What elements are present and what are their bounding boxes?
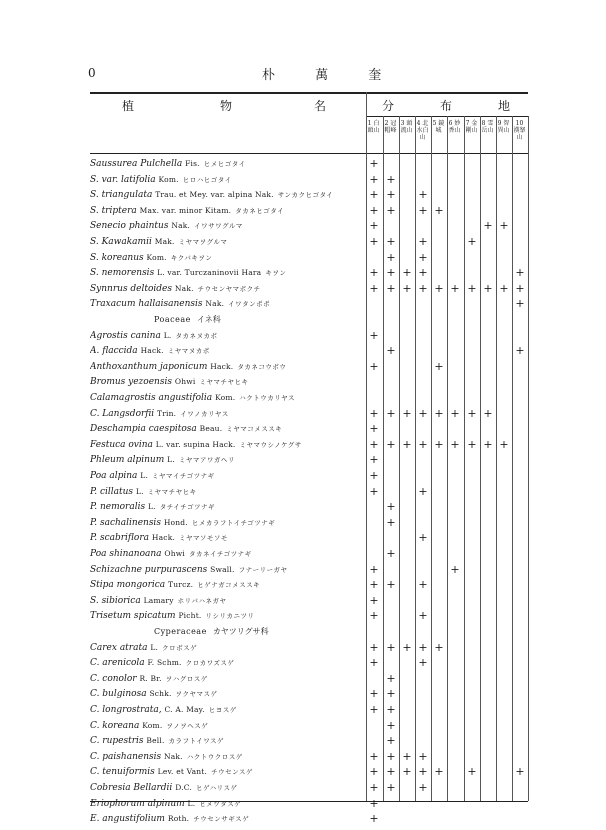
distribution-header-3: 地 (498, 99, 511, 113)
presence-mark: + (386, 749, 396, 763)
species-name (90, 281, 366, 297)
presence-mark: + (418, 235, 428, 248)
species-author: Trin. (157, 408, 177, 418)
plant-name-header-3: 名 (314, 99, 327, 113)
presence-mark: + (418, 656, 428, 670)
species-name (90, 234, 366, 250)
species-author: L. (135, 486, 144, 496)
species-binomial: Traxacum hallaisanensis (90, 299, 203, 310)
species-japanese-name: ホリバハネガヤ (177, 596, 227, 605)
presence-mark: + (515, 266, 525, 280)
species-japanese-name: ヒゲナガコメススキ (197, 581, 261, 590)
presence-mark: + (418, 266, 428, 280)
presence-mark: + (369, 281, 379, 295)
presence-mark: + (450, 437, 460, 451)
species-author: Kom. (215, 393, 236, 402)
species-japanese-name: フナーリーガヤ (238, 565, 288, 574)
distribution-header-1: 分 (382, 99, 395, 113)
species-japanese-name: タカネヌカボ (175, 331, 218, 340)
presence-mark: + (418, 188, 428, 202)
presence-mark: + (386, 734, 396, 748)
presence-mark: + (369, 484, 379, 498)
species-binomial: Calamagrostis angustifolia (90, 393, 213, 403)
presence-mark: + (467, 437, 477, 451)
species-japanese-name: クロボスゲ (162, 643, 198, 652)
species-binomial: Senecio phaintus (90, 221, 169, 232)
species-author: Swall. (210, 564, 235, 574)
presence-mark: + (386, 578, 396, 592)
species-name (90, 796, 366, 812)
species-japanese-name: キクバキヲン (170, 253, 213, 262)
species-name (90, 374, 366, 390)
column-header-3: 3 頭流山 (400, 120, 413, 134)
species-name (90, 733, 366, 749)
species-japanese-name: ミヤマアワガヘリ (178, 456, 235, 465)
species-name (90, 437, 366, 453)
presence-mark: + (483, 219, 493, 233)
species-name (90, 390, 366, 406)
presence-mark: + (450, 281, 460, 295)
species-author: Beau. (199, 424, 223, 434)
presence-mark: + (418, 749, 428, 763)
species-author: Kom. (158, 174, 179, 184)
column-header-7: 7 金剛山 (465, 120, 478, 134)
presence-mark: + (499, 281, 509, 295)
column-header-6: 6 妙香山 (448, 120, 461, 134)
species-name (90, 749, 366, 765)
species-author: Roth. (167, 814, 190, 824)
species-japanese-name: ヒメカラフトイチゴツナギ (191, 518, 276, 527)
species-japanese-name: ヒヨスゲ (208, 706, 237, 714)
column-header-10: 10 漢拏山 (513, 120, 526, 141)
column-header-4: 4 北水白山 (416, 120, 429, 141)
species-binomial: C. koreana (90, 720, 140, 731)
presence-mark: + (434, 203, 444, 217)
column-header-2: 2 冠帽峰 (384, 120, 397, 134)
presence-mark: + (499, 219, 509, 233)
species-author: Schk. (149, 689, 172, 699)
species-binomial: S. koreanus (90, 252, 144, 263)
presence-mark: + (369, 359, 379, 373)
species-binomial: S. Kawakamii (90, 237, 152, 247)
species-author: Hack. (210, 361, 234, 371)
family-japanese-name: イネ科 (196, 315, 221, 324)
species-japanese-name: ヒメヒゴタイ (203, 160, 246, 168)
presence-mark: + (515, 765, 525, 779)
species-japanese-name: ミヤマチヤヒキ (199, 378, 249, 387)
presence-mark: + (369, 469, 379, 482)
species-author: R. Br. (139, 673, 162, 683)
presence-mark: + (418, 765, 428, 779)
presence-mark: + (369, 157, 379, 170)
species-author: L. var. supina Hack. (155, 439, 236, 449)
presence-mark: + (467, 765, 477, 779)
species-name (90, 811, 366, 827)
species-japanese-name: カラフトイワスゲ (168, 737, 225, 746)
presence-mark: + (386, 281, 396, 295)
presence-mark: + (369, 781, 379, 794)
family-heading (154, 624, 269, 640)
species-author: C. A. May. (164, 705, 205, 714)
species-name (90, 265, 366, 281)
presence-mark: + (450, 562, 460, 576)
presence-mark: + (369, 203, 379, 217)
presence-mark: + (386, 515, 396, 529)
plant-name-header-1: 植 (122, 99, 135, 113)
species-author: Nak. (171, 221, 191, 231)
species-japanese-name: ヒゲハリスゲ (195, 784, 238, 792)
presence-mark: + (386, 235, 396, 248)
species-author: Nak. (163, 751, 183, 761)
species-japanese-name: ヒロハヒゴタイ (182, 175, 232, 184)
presence-mark: + (402, 437, 412, 451)
presence-mark: + (467, 235, 477, 248)
species-name (90, 499, 366, 515)
species-name (90, 406, 366, 422)
species-japanese-name: ミヤマチヤヒキ (147, 487, 197, 496)
species-binomial: P. sachalinensis (90, 517, 161, 528)
species-japanese-name: ヲハグロスゲ (165, 674, 208, 683)
species-name (90, 187, 366, 203)
presence-mark: + (386, 250, 396, 264)
species-japanese-name: イワサワグルマ (194, 222, 243, 231)
species-binomial: C. paishanensis (90, 751, 162, 762)
presence-mark: + (386, 266, 396, 280)
presence-mark: + (369, 235, 379, 248)
species-binomial: P. cillatus (90, 486, 134, 497)
species-binomial: Saussurea Pulchella (90, 159, 183, 169)
presence-mark: + (369, 812, 379, 826)
presence-mark: + (369, 656, 379, 670)
species-japanese-name: ハクトウクロスゲ (186, 752, 243, 761)
species-author: Ohwi (164, 549, 186, 558)
species-binomial: Poa shinanoana (90, 549, 162, 559)
species-name (90, 780, 366, 796)
species-name (90, 530, 366, 546)
species-name (90, 421, 366, 437)
species-name (90, 156, 366, 172)
species-binomial: C. conolor (90, 673, 137, 684)
species-name (90, 328, 366, 344)
presence-mark: + (483, 406, 493, 420)
species-author: L. var. Turczaninovii Hara (157, 268, 262, 278)
species-author: L. (140, 471, 149, 480)
species-binomial: C. rupestris (90, 736, 144, 747)
column-header-5: 5 鏡城 (432, 120, 445, 134)
presence-mark: + (386, 344, 396, 358)
species-name (90, 452, 366, 468)
family-heading (154, 312, 221, 328)
species-japanese-name: チウセンサギスゲ (193, 815, 250, 824)
species-name (90, 172, 366, 188)
species-author: L. (167, 455, 175, 465)
page-title: 朴 萬 奎 (262, 68, 400, 83)
species-japanese-name: ハクトウカリヤス (239, 394, 296, 402)
species-author: Fis. (185, 159, 200, 168)
presence-mark: + (418, 484, 428, 498)
species-binomial: Anthoxanthum japonicum (90, 361, 208, 372)
species-binomial: A. flaccida (90, 346, 138, 357)
presence-mark: + (434, 281, 444, 295)
species-author: L. (150, 642, 159, 652)
presence-mark: + (402, 281, 412, 295)
species-binomial: S. triptera (90, 205, 137, 216)
species-binomial: Deschampia caespitosa (90, 424, 197, 435)
species-binomial: Trisetum spicatum (90, 611, 176, 622)
presence-mark: + (386, 188, 396, 202)
species-author: Trau. et Mey. var. alpina Nak. (155, 190, 274, 200)
presence-mark: + (386, 172, 396, 186)
presence-mark: + (369, 266, 379, 280)
species-name (90, 608, 366, 624)
species-binomial: P. nemoralis (90, 502, 146, 513)
presence-mark: + (369, 593, 379, 607)
species-author: Turcz. (168, 580, 194, 590)
presence-mark: + (386, 703, 396, 716)
presence-mark: + (418, 250, 428, 264)
species-japanese-name: ヒメワタスゲ (199, 799, 242, 808)
presence-mark: + (434, 640, 444, 654)
species-author: F. Schm. (147, 658, 182, 668)
species-binomial: P. scabriflora (90, 533, 150, 544)
species-author: Picht. (178, 611, 202, 621)
species-name (90, 577, 366, 593)
column-rule (528, 116, 529, 801)
species-name (90, 343, 366, 359)
species-japanese-name: タカネコウボウ (237, 362, 287, 371)
species-binomial: Synnrus deltoides (90, 283, 173, 294)
species-author: Ohwi (174, 377, 196, 387)
species-name (90, 640, 366, 656)
species-japanese-name: ミヤマコメススキ (226, 425, 283, 434)
species-binomial: C. Langsdorfii (90, 408, 155, 419)
species-japanese-name: タカネイチゴツナギ (189, 550, 252, 558)
presence-mark: + (467, 281, 477, 295)
presence-mark: + (418, 406, 428, 420)
species-author: L. (187, 798, 196, 808)
species-name (90, 718, 366, 734)
presence-mark: + (515, 344, 525, 358)
presence-mark: + (418, 437, 428, 451)
species-author: Kom. (146, 252, 167, 262)
presence-mark: + (369, 640, 379, 654)
species-author: Nak. (174, 283, 194, 293)
species-binomial: Agrostis canina (90, 330, 161, 341)
species-binomial: C. arenicola (90, 658, 145, 669)
species-author: L. (163, 330, 172, 340)
presence-mark: + (418, 531, 428, 545)
presence-mark: + (386, 547, 396, 560)
species-japanese-name: チウセンスゲ (211, 768, 253, 777)
presence-mark: + (369, 578, 379, 592)
presence-mark: + (418, 281, 428, 295)
species-japanese-name: リシリカニツリ (205, 612, 255, 621)
presence-mark: + (402, 640, 412, 654)
species-japanese-name: イワタンポポ (228, 300, 271, 309)
presence-mark: + (418, 781, 428, 794)
page-number: 0 (88, 66, 96, 80)
header-bottom-rule (90, 153, 528, 154)
presence-mark: + (402, 765, 412, 779)
species-japanese-name: ミヤマウシノケグサ (239, 440, 302, 449)
presence-mark: + (402, 749, 412, 763)
family-japanese-name: カヤツリグサ科 (212, 627, 269, 636)
species-japanese-name: イワノカリヤス (180, 409, 229, 418)
presence-mark: + (386, 203, 396, 217)
presence-mark: + (369, 562, 379, 576)
species-japanese-name: キヲン (265, 269, 287, 278)
species-author: Mak. (154, 237, 175, 246)
species-name (90, 546, 366, 562)
species-author: Hond. (163, 517, 188, 527)
presence-mark: + (386, 671, 396, 685)
presence-mark: + (483, 281, 493, 295)
species-author: Hack. (151, 533, 176, 543)
species-author: Lamary (143, 595, 174, 605)
table-top-rule (90, 92, 528, 94)
presence-mark: + (369, 749, 379, 763)
species-binomial: E. angustifolium (90, 814, 165, 825)
presence-mark: + (369, 188, 379, 202)
species-name (90, 218, 366, 234)
presence-mark: + (499, 437, 509, 451)
presence-mark: + (386, 437, 396, 451)
presence-mark: + (386, 406, 396, 420)
presence-mark: + (386, 687, 396, 701)
species-author: Bell. (146, 736, 165, 746)
species-name (90, 250, 366, 266)
species-binomial: Bromus yezoensis (90, 377, 172, 388)
presence-mark: + (386, 718, 396, 732)
presence-mark: + (369, 406, 379, 420)
species-japanese-name: ミヤマイチゴツナギ (152, 472, 215, 480)
presence-mark: + (386, 640, 396, 654)
species-name (90, 764, 366, 780)
species-name (90, 686, 366, 702)
species-author: L. (147, 502, 156, 512)
presence-mark: + (369, 422, 379, 436)
species-japanese-name: チウセンヤマボクチ (197, 284, 261, 293)
presence-mark: + (369, 765, 379, 779)
plant-name-header-2: 物 (220, 99, 233, 113)
species-japanese-name: ミヤマヌカボ (167, 347, 210, 356)
presence-mark: + (418, 609, 428, 623)
presence-mark: + (369, 437, 379, 451)
species-binomial: Stipa mongorica (90, 580, 166, 591)
species-japanese-name: タチイチゴツナギ (159, 503, 216, 512)
species-japanese-name: ヲクヤマスゲ (175, 690, 218, 699)
column-header-1: 1 白頭山 (367, 120, 380, 134)
species-binomial: C. longrostrata, (90, 705, 162, 715)
presence-mark: + (386, 765, 396, 779)
species-japanese-name: クロカワズスゲ (185, 659, 235, 668)
family-name: Poaceae (154, 315, 191, 324)
species-japanese-name: ヲノヲヘスゲ (166, 721, 209, 730)
presence-mark: + (450, 406, 460, 420)
species-binomial: Schizachne purpurascens (90, 564, 208, 575)
species-author: Hack. (140, 346, 164, 356)
distribution-header-2: 布 (440, 99, 453, 113)
presence-mark: + (369, 609, 379, 623)
species-name (90, 562, 366, 578)
species-author: Max. var. minor Kitam. (139, 205, 232, 215)
species-binomial: S. var. latifolia (90, 174, 156, 185)
column-rule (464, 116, 465, 801)
presence-mark: + (418, 203, 428, 217)
presence-mark: + (369, 453, 379, 467)
species-binomial: Eriophorum alpinum (90, 798, 185, 809)
species-binomial: Cobresia Bellardii (90, 783, 173, 793)
species-name (90, 296, 366, 312)
species-name (90, 515, 366, 531)
species-name (90, 655, 366, 671)
presence-mark: + (386, 781, 396, 794)
species-binomial: Poa alpina (90, 471, 138, 481)
presence-mark: + (434, 359, 444, 373)
species-author: Nak. (205, 299, 225, 309)
column-header-8: 8 雪岳山 (481, 120, 494, 134)
presence-mark: + (369, 328, 379, 342)
species-name (90, 484, 366, 500)
presence-mark: + (418, 578, 428, 592)
species-author: Lev. et Vant. (157, 767, 208, 777)
species-japanese-name: タカネヒゴタイ (235, 206, 285, 215)
presence-mark: + (402, 266, 412, 280)
species-binomial: S. sibiorica (90, 595, 141, 606)
species-binomial: Carex atrata (90, 642, 148, 653)
presence-mark: + (369, 703, 379, 716)
species-japanese-name: サンカクヒゴタイ (277, 191, 334, 200)
presence-mark: + (467, 406, 477, 420)
species-name (90, 671, 366, 687)
presence-mark: + (369, 796, 379, 810)
presence-mark: + (418, 640, 428, 654)
presence-mark: + (434, 406, 444, 420)
distribution-table (90, 92, 528, 826)
species-binomial: Festuca ovina (90, 439, 153, 450)
presence-mark: + (483, 437, 493, 451)
species-japanese-name: ミヤマソモソモ (179, 534, 228, 543)
species-japanese-name: ミヤマヲグルマ (178, 238, 228, 246)
species-name (90, 468, 366, 484)
presence-mark: + (369, 687, 379, 701)
family-name: Cyperaceae (154, 627, 207, 636)
species-binomial: Phleum alpinum (90, 455, 165, 466)
species-author: D.C. (175, 783, 192, 792)
column-header-9: 9 智異山 (497, 120, 510, 134)
species-name (90, 593, 366, 609)
species-binomial: S. triangulata (90, 190, 153, 201)
species-binomial: C. bulginosa (90, 689, 147, 700)
species-name (90, 359, 366, 375)
presence-mark: + (369, 219, 379, 233)
species-author: Kom. (142, 720, 163, 730)
species-binomial: C. tenuiformis (90, 767, 155, 778)
species-name (90, 203, 366, 219)
presence-mark: + (402, 406, 412, 420)
presence-mark: + (369, 172, 379, 186)
species-name (90, 702, 366, 718)
presence-mark: + (434, 765, 444, 779)
presence-mark: + (386, 500, 396, 514)
presence-mark: + (515, 281, 525, 295)
species-binomial: S. nemorensis (90, 268, 155, 279)
presence-mark: + (434, 437, 444, 451)
presence-mark: + (515, 297, 525, 311)
